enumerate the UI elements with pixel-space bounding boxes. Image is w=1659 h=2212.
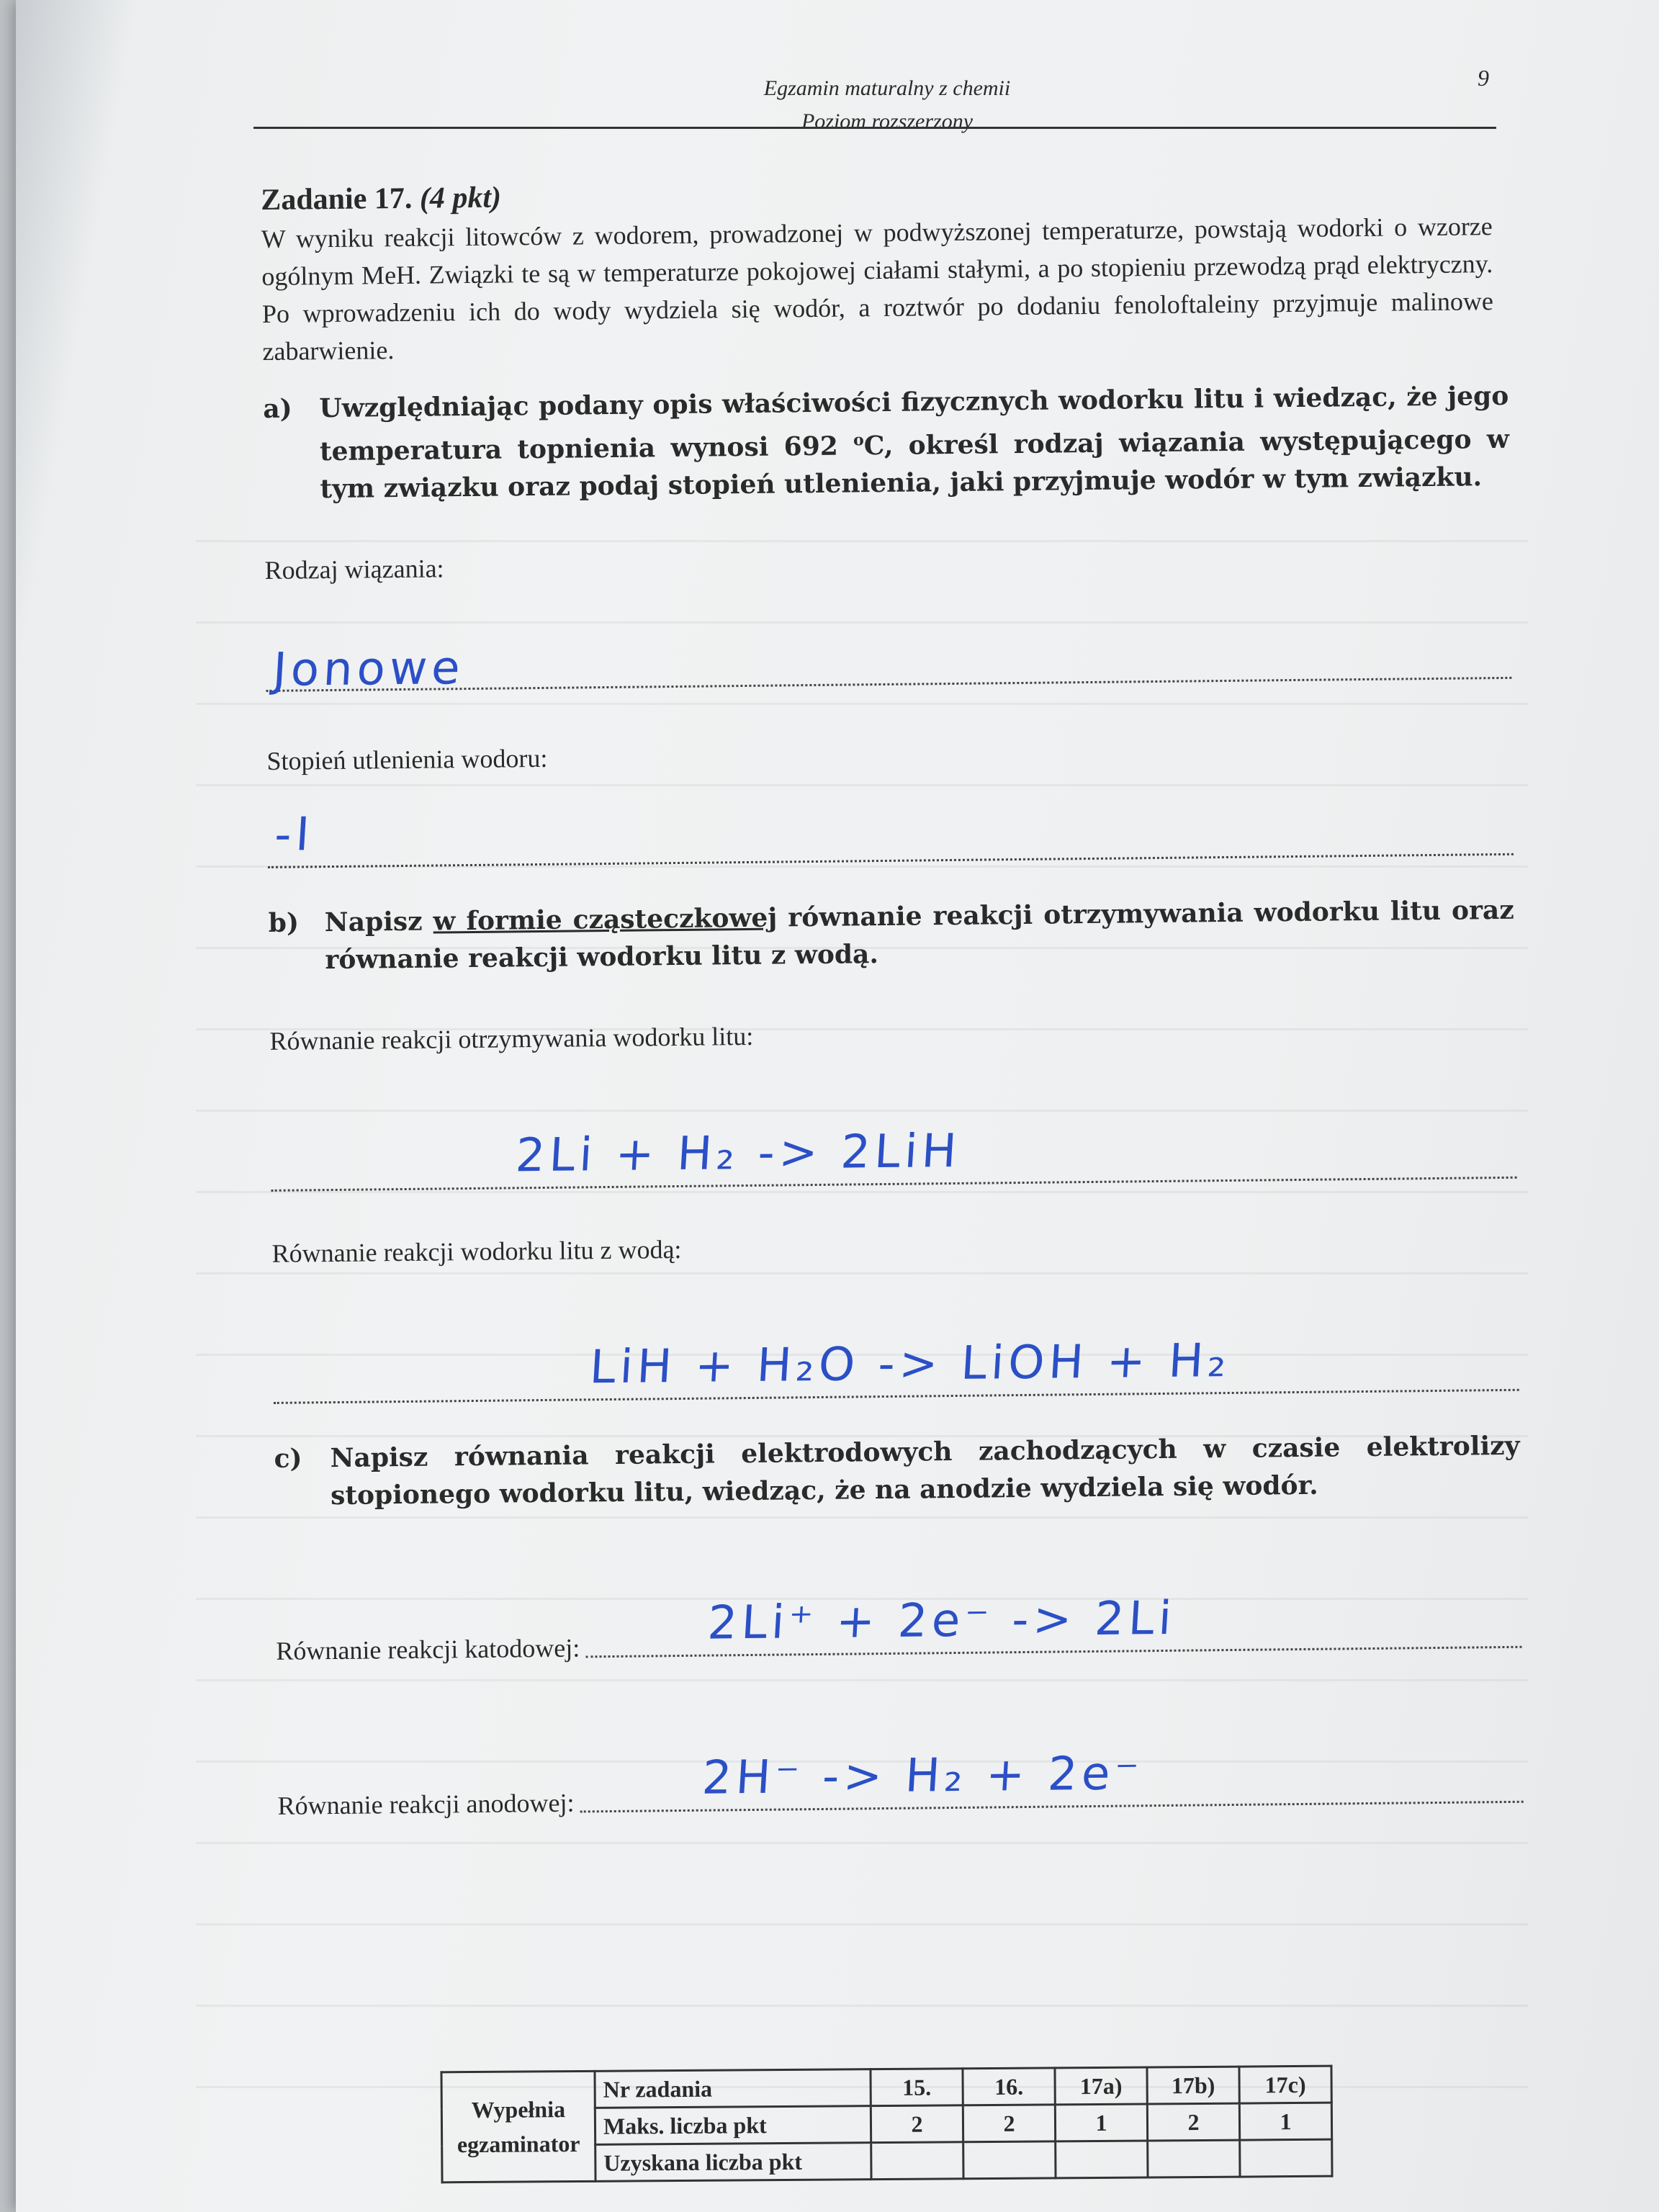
row-label-max: Maks. liczba pkt bbox=[595, 2106, 871, 2145]
header-rule bbox=[253, 127, 1496, 129]
question-c-letter: c) bbox=[274, 1443, 302, 1474]
obtained-cell-1[interactable] bbox=[963, 2141, 1056, 2179]
task-col-1: 16. bbox=[963, 2068, 1055, 2105]
question-b-text-2: równanie reakcji otrzymywania wodorku litu oraz równanie reakcji wodorku litu z wodą. bbox=[325, 894, 1514, 976]
label-synthesis-equation: Równanie reakcji otrzymywania wodorku litu: bbox=[269, 1021, 754, 1056]
handwritten-answer-water: LiH + H₂O -> LiOH + H₂ bbox=[588, 1334, 1232, 1395]
question-a-text bbox=[319, 377, 1510, 508]
score-row-task-numbers bbox=[441, 2066, 1331, 2109]
label-bond-type: Rodzaj wiązania: bbox=[264, 554, 444, 585]
answer-line-synthesis[interactable] bbox=[270, 1054, 1517, 1192]
question-a-text-1: Uwzględniając podany opis właściwości fizycznych wodorku litu i wiedząc, że jego temperatura topnienia wynosi 692 bbox=[319, 380, 1509, 467]
question-c-text: Napisz równania reakcji elektrodowych zachodzących w czasie elektrolizy stopionego wodorku litu, wiedząc, że na anodzie wydziela się wodór. bbox=[330, 1430, 1520, 1511]
question-b-letter: b) bbox=[268, 907, 300, 938]
page-number: 9 bbox=[1478, 65, 1489, 91]
question-b-text bbox=[325, 891, 1515, 979]
obtained-cell-3[interactable] bbox=[1148, 2140, 1240, 2177]
cathode-row bbox=[276, 1581, 1522, 1670]
examiner-cell: Wypełnia egzaminator bbox=[441, 2071, 595, 2182]
degree-sup: o bbox=[853, 431, 864, 450]
max-col-4: 1 bbox=[1239, 2103, 1331, 2140]
score-table bbox=[440, 2065, 1333, 2184]
header-exam-title: Egzamin maturalny z chemii bbox=[763, 76, 1011, 100]
question-b-underlined: w formie cząsteczkowej bbox=[433, 902, 778, 937]
answer-line-oxidation[interactable] bbox=[267, 774, 1514, 868]
max-col-1: 2 bbox=[963, 2105, 1055, 2142]
header-level: Poziom rozszerzony bbox=[801, 109, 974, 133]
exam-page bbox=[16, 0, 1659, 2212]
label-water-equation: Równanie reakcji wodorku litu z wodą: bbox=[271, 1234, 682, 1268]
question-a-letter: a) bbox=[263, 393, 292, 424]
task-content bbox=[261, 167, 1524, 1825]
label-oxidation-state: Stopień utlenienia wodoru: bbox=[266, 743, 548, 775]
handwritten-answer-oxidation: -I bbox=[273, 808, 315, 862]
question-c bbox=[274, 1427, 1520, 1515]
label-cathode-equation: Równanie reakcji katodowej: bbox=[276, 1633, 580, 1665]
handwritten-answer-anode: 2H⁻ -> H₂ + 2e⁻ bbox=[700, 1747, 1145, 1805]
task-title-points: (4 pkt) bbox=[419, 181, 502, 215]
max-col-3: 2 bbox=[1147, 2103, 1239, 2141]
max-col-0: 2 bbox=[871, 2105, 963, 2143]
question-a-text-2: C, określ rodzaj wiązania występującego w tym związku oraz podaj stopień utlenienia, jaki przyjmuje wodór w tym związku. bbox=[320, 423, 1510, 505]
task-col-4: 17c) bbox=[1239, 2066, 1331, 2103]
label-anode-equation: Równanie reakcji anodowej: bbox=[277, 1788, 575, 1820]
answer-line-bond[interactable] bbox=[265, 583, 1511, 697]
handwritten-answer-cathode: 2Li⁺ + 2e⁻ -> 2Li bbox=[706, 1591, 1177, 1650]
task-title-main: Zadanie 17. bbox=[261, 181, 413, 217]
max-col-2: 1 bbox=[1055, 2104, 1147, 2141]
question-a bbox=[263, 377, 1510, 508]
anode-row bbox=[277, 1736, 1524, 1825]
task-col-2: 17a) bbox=[1055, 2067, 1147, 2105]
handwritten-answer-bond: Jonowe bbox=[271, 642, 466, 697]
answer-line-cathode[interactable] bbox=[585, 1581, 1521, 1658]
handwritten-answer-synthesis: 2Li + H₂ -> 2LiH bbox=[514, 1124, 963, 1183]
task-col-0: 15. bbox=[871, 2069, 963, 2106]
obtained-cell-4[interactable] bbox=[1240, 2139, 1332, 2177]
answer-line-water[interactable] bbox=[272, 1267, 1519, 1404]
task-col-3: 17b) bbox=[1147, 2067, 1239, 2104]
row-label-task: Nr zadania bbox=[595, 2069, 871, 2108]
question-b-text-1: Napisz bbox=[324, 906, 423, 938]
question-b bbox=[269, 891, 1515, 979]
task-intro: W wyniku reakcji litowców z wodorem, prowadzonej w podwyższonej temperaturze, powstają wodorki o wzorze ogólnym MeH. Związki te są w temperaturze pokojowej ciałami stałymi, a po stopieniu przewodzą prąd elektryczny. Po wprowadzeniu ich do wody wydziela się wodór, a roztwór po dodaniu fenoloftaleiny przyjmuje malinowe zabarwienie. bbox=[261, 212, 1494, 366]
row-label-obtained: Uzyskana liczba pkt bbox=[595, 2143, 871, 2182]
answer-line-anode[interactable] bbox=[580, 1736, 1524, 1813]
obtained-cell-2[interactable] bbox=[1056, 2141, 1148, 2178]
obtained-cell-0[interactable] bbox=[871, 2142, 963, 2180]
